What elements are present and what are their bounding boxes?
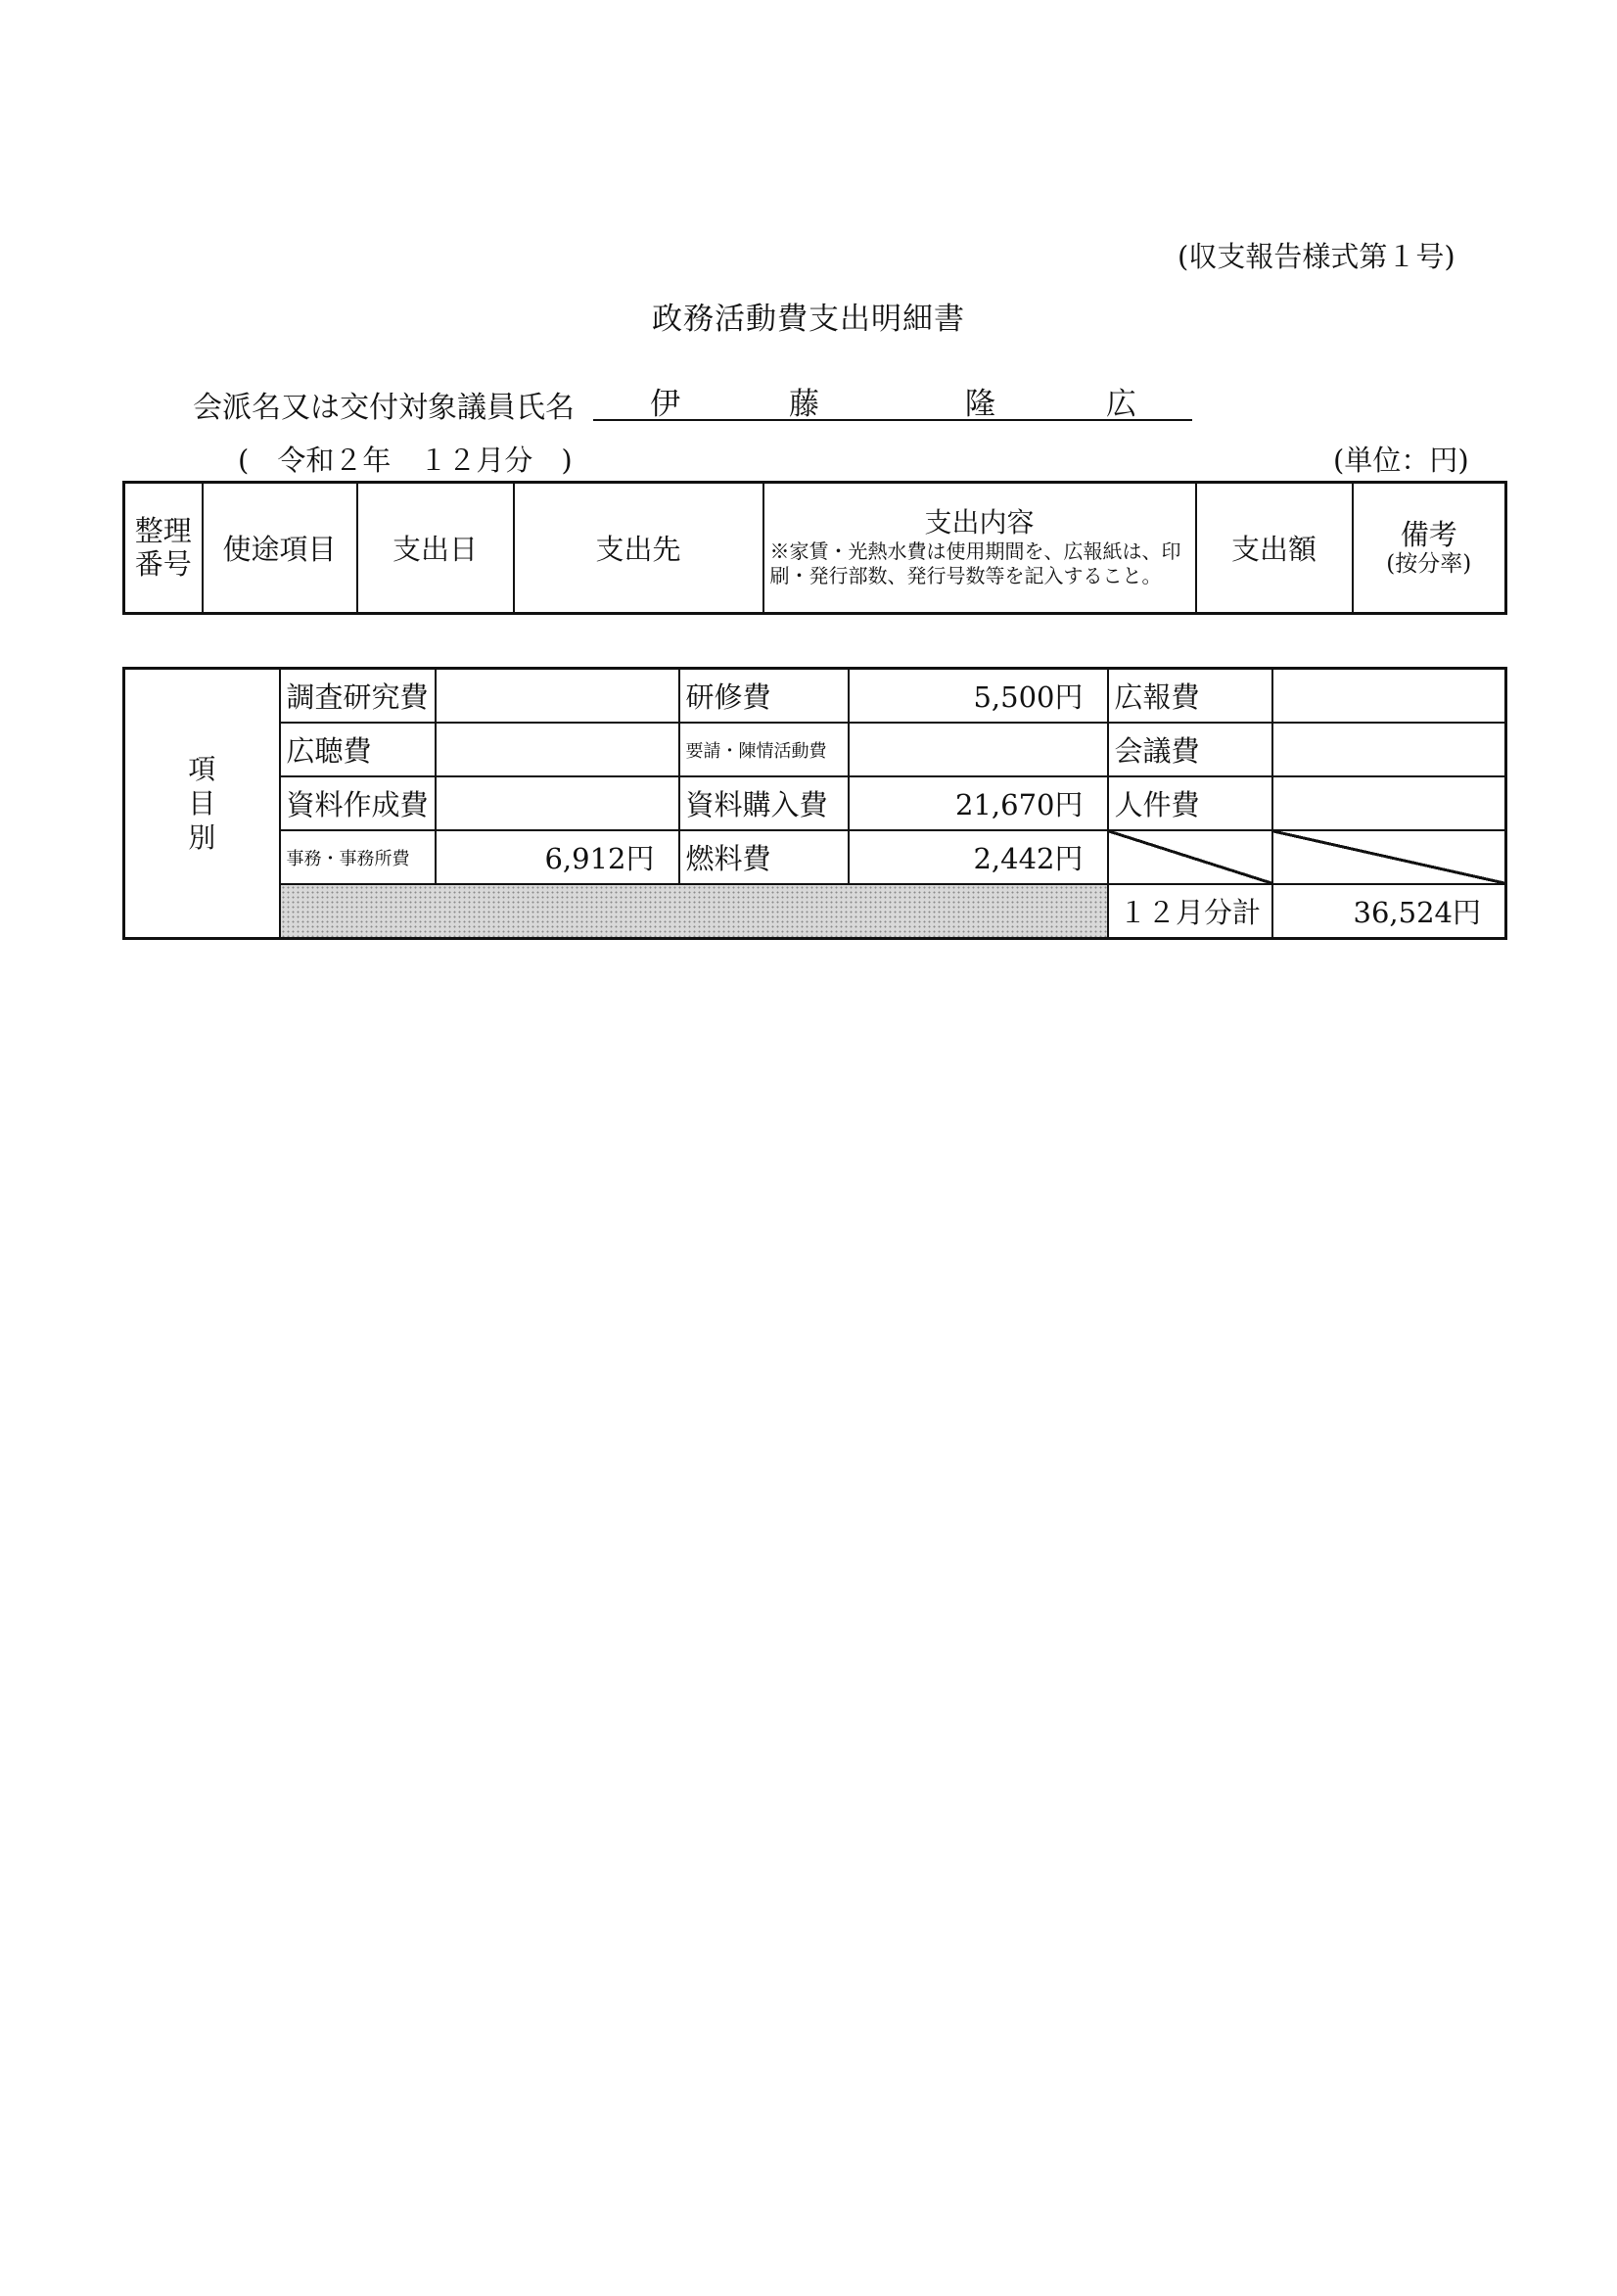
item-label: 資料購入費 — [679, 776, 849, 830]
item-label: 資料作成費 — [280, 776, 436, 830]
member-name-char: 隆 — [965, 387, 995, 422]
category-summary-table — [122, 667, 1507, 940]
document-title: 政務活動費支出明細書 — [652, 302, 965, 337]
item-label: 調査研究費 — [280, 669, 436, 724]
member-name-char: 藤 — [789, 387, 819, 422]
header-remarks-line1: 備考 — [1400, 517, 1457, 551]
header-date: 支出日 — [357, 483, 514, 614]
member-name-char: 伊 — [650, 387, 680, 422]
monthly-total-label: １２月分計 — [1108, 884, 1272, 939]
header-content-title: 支出内容 — [924, 506, 1035, 539]
side-label-char: 項 — [188, 753, 216, 785]
header-number-line2: 番号 — [134, 546, 192, 581]
item-amount — [849, 723, 1108, 776]
side-label-char: 目 — [188, 787, 216, 820]
header-category: 使途項目 — [203, 483, 357, 614]
monthly-total-amount: 36,524円 — [1272, 884, 1506, 939]
summary-side-label — [124, 669, 280, 939]
header-remarks — [1353, 483, 1506, 614]
header-number-line1: 整理 — [134, 514, 192, 548]
item-amount — [1272, 723, 1506, 776]
blank-crossed-cell — [1272, 830, 1506, 884]
header-content-note: ※家賃・光熱水費は使用期間を、広報紙は、印刷・発行部数、発行号数等を記入すること。 — [769, 539, 1181, 587]
item-label: 研修費 — [679, 669, 849, 724]
item-label: 要請・陳情活動費 — [679, 723, 849, 776]
header-payee: 支出先 — [514, 483, 763, 614]
reporting-period: ( 令和２年 １２月分 ) — [238, 444, 573, 477]
item-label: 人件費 — [1108, 776, 1272, 830]
item-label: 会議費 — [1108, 723, 1272, 776]
side-label-char: 別 — [188, 821, 216, 854]
item-label: 事務・事務所費 — [280, 830, 436, 884]
name-underline — [593, 419, 1192, 421]
member-label: 会派名又は交付対象議員氏名 — [193, 391, 575, 425]
header-number — [124, 483, 203, 614]
form-number: (収支報告様式第１号) — [1178, 240, 1455, 273]
item-label: 燃料費 — [679, 830, 849, 884]
item-amount: 5,500円 — [849, 669, 1108, 724]
item-amount: 2,442円 — [849, 830, 1108, 884]
unit-label: (単位：円) — [1333, 444, 1469, 477]
item-amount — [436, 669, 679, 724]
item-amount: 21,670円 — [849, 776, 1108, 830]
shaded-blank-area — [280, 884, 1108, 939]
member-name-char: 広 — [1106, 387, 1136, 422]
item-amount — [1272, 669, 1506, 724]
item-label: 広聴費 — [280, 723, 436, 776]
blank-crossed-cell — [1108, 830, 1272, 884]
header-content — [763, 483, 1196, 614]
header-remarks-line2: (按分率) — [1386, 550, 1472, 577]
expense-detail-header-table — [122, 481, 1507, 615]
item-label: 広報費 — [1108, 669, 1272, 724]
item-amount — [436, 723, 679, 776]
member-name — [593, 379, 1192, 422]
item-amount: 6,912円 — [436, 830, 679, 884]
header-amount: 支出額 — [1196, 483, 1353, 614]
item-amount — [1272, 776, 1506, 830]
item-amount — [436, 776, 679, 830]
